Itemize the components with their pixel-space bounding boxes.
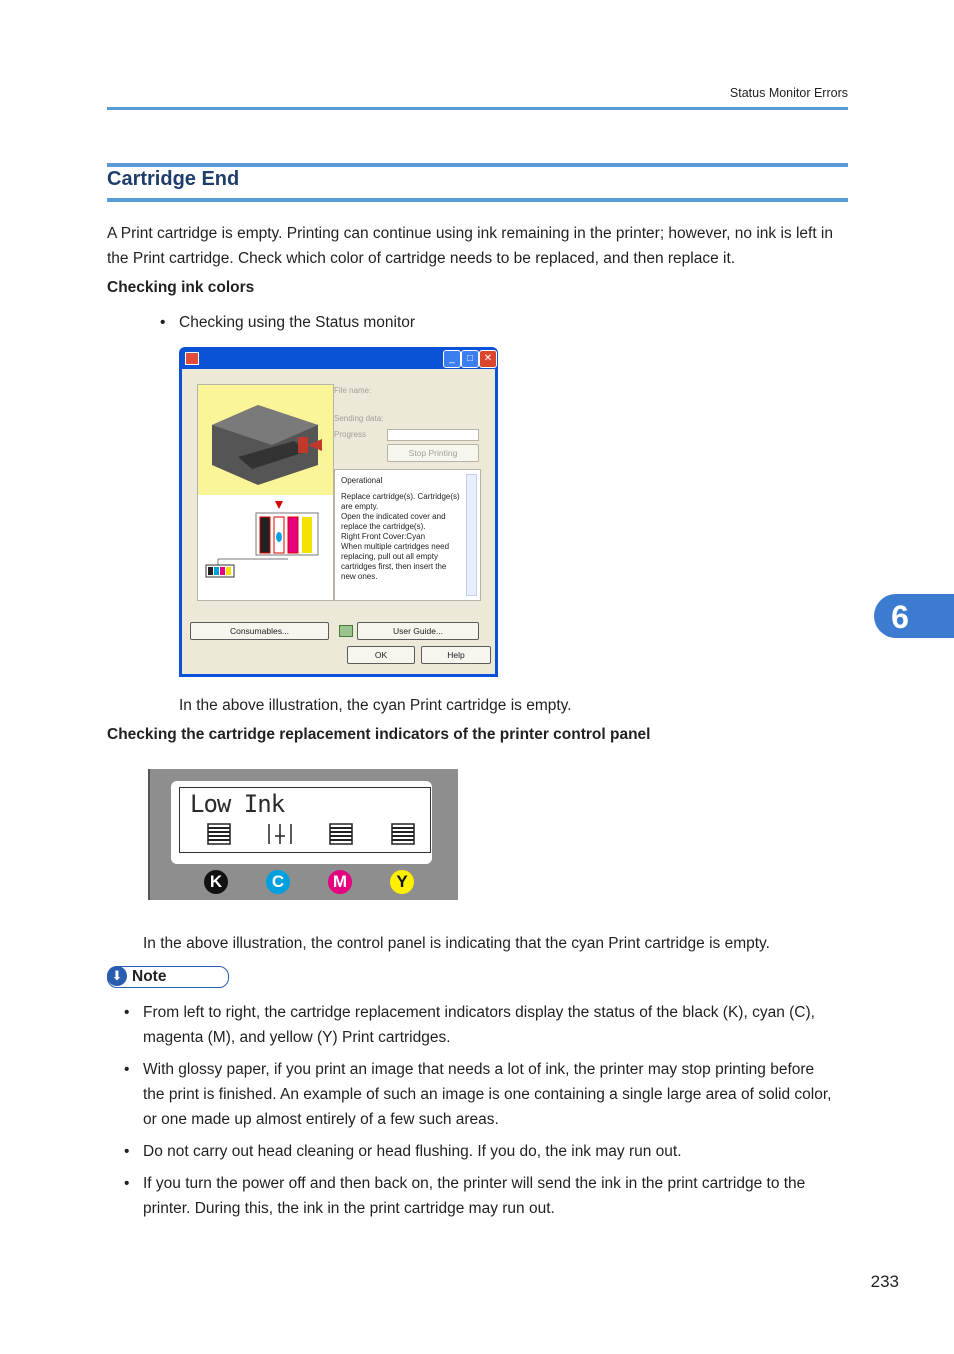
section-rule-top — [107, 163, 848, 167]
note-item-text — [143, 1057, 831, 1132]
section-title: Cartridge End — [107, 168, 240, 190]
cyan-c-indicator: C — [266, 870, 290, 894]
note-line: or one made up almost entirely of a few such areas. — [143, 1111, 499, 1128]
note-item-text — [143, 1000, 815, 1050]
note-item — [124, 1171, 849, 1221]
msg-line: Operational — [341, 476, 383, 485]
bullet-dot: • — [124, 1143, 130, 1160]
lcd-display — [171, 781, 432, 864]
page-number: 233 — [870, 1272, 899, 1291]
msg-line: new ones. — [341, 572, 378, 581]
subheading-ink-colors: Checking ink colors — [107, 279, 255, 296]
note-item-text — [143, 1139, 682, 1164]
printer-icon — [198, 385, 333, 495]
black-k-indicator: K — [204, 870, 228, 894]
printer-illustration-panel — [197, 384, 334, 601]
help-button[interactable]: Help — [421, 646, 491, 664]
magenta-m-indicator: M — [328, 870, 352, 894]
maximize-icon[interactable]: □ — [461, 350, 479, 368]
control-panel-illustration — [148, 769, 458, 900]
dialog-body — [182, 369, 495, 674]
printer-image-area — [198, 385, 333, 495]
status-message-panel — [334, 469, 481, 601]
msg-line: cartridges first, then insert the — [341, 562, 447, 571]
note-line: With glossy paper, if you print an image that needs a lot of ink, the printer may stop printing before — [143, 1061, 815, 1078]
message-scrollbar[interactable] — [466, 474, 477, 596]
msg-line: are empty. — [341, 502, 379, 511]
caption-status-monitor: In the above illustration, the cyan Print cartridge is empty. — [179, 697, 572, 714]
bullet-status-monitor — [160, 310, 560, 335]
lcd-text: Low Ink — [190, 790, 285, 818]
yellow-y-indicator: Y — [390, 870, 414, 894]
note-item — [124, 1057, 849, 1132]
note-line: From left to right, the cartridge replacement indicators display the status of the black (K), cyan (C), — [143, 1004, 815, 1021]
user-guide-button[interactable]: User Guide... — [357, 622, 479, 640]
minimize-icon[interactable]: _ — [443, 350, 461, 368]
ok-button[interactable]: OK — [347, 646, 415, 664]
msg-line: Open the indicated cover and — [341, 512, 446, 521]
intro-paragraph: A Print cartridge is empty. Printing can continue using ink remaining in the printer; however, no ink is left in the Print cartridge. Check which color of cartridge needs to be replaced, and then replace it. — [107, 225, 833, 267]
progress-bar — [387, 429, 479, 441]
msg-line: replace the cartridge(s). — [341, 522, 426, 531]
ink-level-indicators — [180, 788, 430, 852]
note-tag — [107, 966, 229, 988]
stop-printing-button[interactable]: Stop Printing — [387, 444, 479, 462]
section-rule-bottom — [107, 198, 848, 202]
note-line: Do not carry out head cleaning or head flushing. If you do, the ink may run out. — [143, 1143, 682, 1160]
note-line: magenta (M), and yellow (Y) Print cartridges. — [143, 1029, 451, 1046]
consumables-button[interactable]: Consumables... — [190, 622, 329, 640]
printer-app-icon — [185, 352, 199, 365]
subheading-control-panel: Checking the cartridge replacement indicators of the printer control panel — [107, 726, 651, 743]
status-monitor-dialog — [179, 347, 498, 677]
status-message-text — [341, 476, 463, 582]
bullet-dot: • — [160, 314, 166, 331]
note-item — [124, 1139, 849, 1164]
msg-line: replacing, pull out all empty — [341, 552, 438, 561]
note-line: the print is finished. An example of such an image is one containing a single large area of solid color, — [143, 1086, 832, 1103]
progress-label: Progress — [334, 430, 367, 439]
bullet-text: Checking using the Status monitor — [179, 314, 416, 331]
running-header: Status Monitor Errors — [729, 86, 848, 100]
indicator-k-level — [208, 824, 230, 844]
indicator-y-level — [392, 824, 414, 844]
arrow-down-icon: ⬇ — [107, 966, 127, 986]
chapter-number: 6 — [891, 599, 909, 635]
note-item — [124, 1000, 849, 1050]
lcd-screen — [179, 787, 431, 853]
close-icon[interactable]: ✕ — [479, 350, 497, 368]
note-item-text — [143, 1171, 805, 1221]
msg-line: When multiple cartridges need — [341, 542, 450, 551]
note-line: If you turn the power off and then back on, the printer will send the ink in the print cartridge to the — [143, 1175, 806, 1192]
msg-line: Right Front Cover:Cyan — [341, 532, 426, 541]
user-guide-icon — [339, 625, 353, 637]
indicator-c-level — [269, 824, 291, 844]
indicator-m-level — [330, 824, 352, 844]
ink-cartridges-icon — [198, 495, 333, 600]
caption-control-panel: In the above illustration, the control panel is indicating that the cyan Print cartridge is empty. — [143, 935, 770, 952]
sending-data-label: Sending data: — [334, 414, 384, 423]
note-line: printer. During this, the ink in the print cartridge may run out. — [143, 1200, 555, 1217]
msg-line: Replace cartridge(s). Cartridge(s) — [341, 492, 460, 501]
note-label: Note — [132, 968, 167, 985]
header-rule — [107, 107, 848, 110]
bullet-dot: • — [124, 1061, 130, 1078]
file-name-label: File name: — [334, 386, 372, 395]
bullet-dot: • — [124, 1004, 130, 1021]
bullet-dot: • — [124, 1175, 130, 1192]
